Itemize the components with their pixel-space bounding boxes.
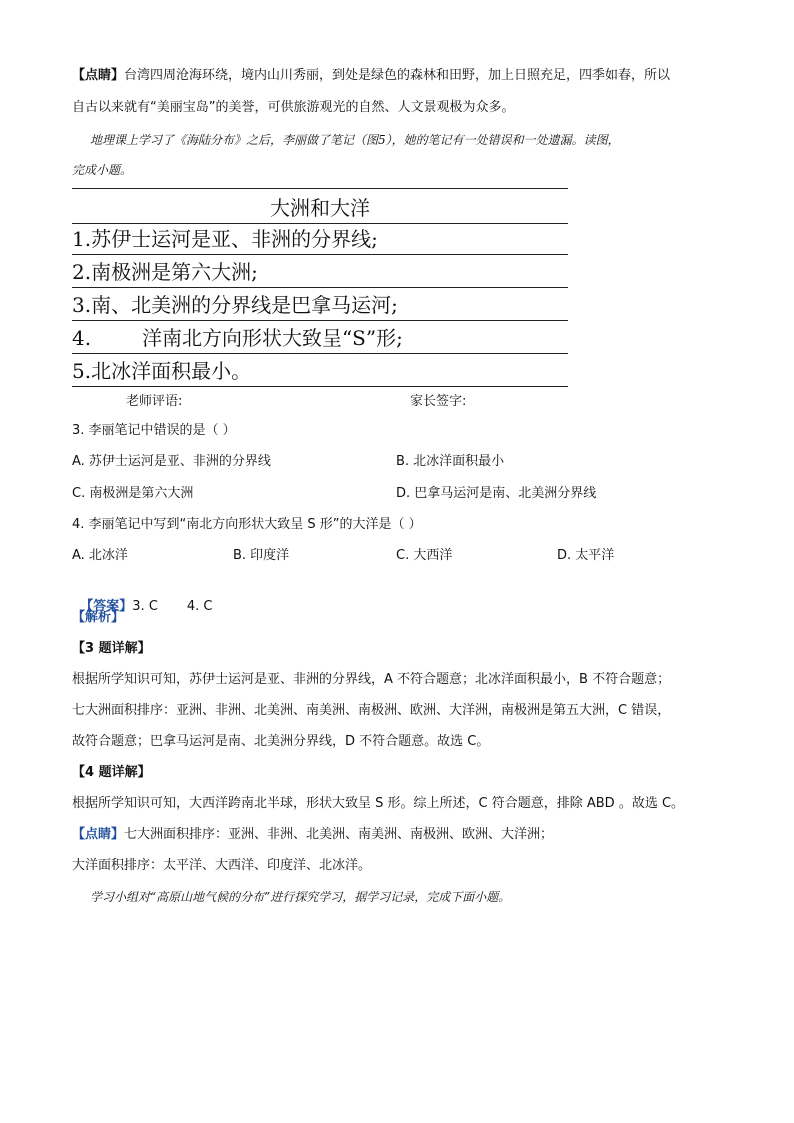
q3-stem: 3. 李丽笔记中错误的是（ ）: [72, 423, 236, 438]
answer-label: 【答案】: [80, 599, 133, 614]
note-line-1: 1.苏伊士运河是亚、非洲的分界线;: [72, 224, 568, 255]
teacher-comment-label: 老师评语:: [126, 394, 183, 409]
detail4-label: 【4 题详解】: [72, 765, 151, 780]
q4-stem: 4. 李丽笔记中写到“南北方向形状大致呈 S 形”的大洋是（ ）: [72, 517, 422, 532]
tip-paragraph-line-1: [72, 66, 670, 86]
answer-value: 3. C 4. C: [132, 599, 213, 614]
tip2-label: 【点睛】: [72, 827, 125, 842]
note-top-rule: [72, 188, 568, 189]
tip-label: 【点睛】: [72, 68, 125, 83]
tip-paragraph-line-2: 自古以来就有“美丽宝岛”的美誉，可供旅游观光的自然、人文景观极为众多。: [72, 100, 515, 115]
q3-option-b: B. 北冰洋面积最小: [396, 454, 505, 469]
parent-sign-label: 家长签字:: [410, 394, 467, 409]
q3-option-c: C. 南极洲是第六大洲: [72, 486, 194, 501]
q3-option-d: D. 巴拿马运河是南、北美洲分界线: [396, 486, 597, 501]
tip2-text-1: 七大洲面积排序：亚洲、非洲、北美洲、南美洲、南极洲、欧洲、大洋洲；: [124, 827, 554, 842]
note-line-4: 4. 洋南北方向形状大致呈“S”形;: [72, 323, 568, 354]
tip-text-1: 台湾四周沧海环绕，境内山川秀丽，到处是绿色的森林和田野，加上日照充足，四季如春，所以: [124, 68, 671, 83]
note-title: 大洲和大洋: [72, 193, 568, 224]
note-line-3: 3.南、北美洲的分界线是巴拿马运河;: [72, 290, 568, 321]
detail3-label: 【3 题详解】: [72, 641, 151, 656]
q3-option-a: A. 苏伊士运河是亚、非洲的分界线: [72, 454, 271, 469]
detail4-line-1: 根据所学知识可知，大西洋跨南北半球，形状大致呈 S 形。综上所述，C 符合题意，排除 ABD 。故选 C。: [72, 796, 685, 811]
passage-line-2: 完成小题。: [72, 163, 133, 177]
passage-line-1: 地理课上学习了《海陆分布》之后，李丽做了笔记（图5），她的笔记有一处错误和一处遗漏。读图，: [90, 133, 620, 147]
detail3-line-2: 七大洲面积排序：亚洲、非洲、北美洲、南美洲、南极洲、欧洲、大洋洲，南极洲是第五大洲，C 错误，: [72, 703, 671, 718]
tip2-line-1: [72, 825, 553, 845]
q4-option-b: B. 印度洋: [233, 548, 290, 563]
detail3-line-1: 根据所学知识可知，苏伊士运河是亚、非洲的分界线，A 不符合题意；北冰洋面积最小，B 不符合题意；: [72, 672, 671, 687]
tip2-line-2: 大洋面积排序：太平洋、大西洋、印度洋、北冰洋。: [72, 858, 372, 873]
analysis-label: 【解析】: [72, 610, 125, 625]
detail3-line-3: 故符合题意；巴拿马运河是南、北美洲分界线，D 不符合题意。故选 C。: [72, 734, 490, 749]
q4-option-d: D. 太平洋: [557, 548, 615, 563]
note-line-5: 5.北冰洋面积最小。: [72, 356, 568, 387]
note-line-2: 2.南极洲是第六大洲;: [72, 257, 568, 288]
q4-option-c: C. 大西洋: [396, 548, 453, 563]
q4-option-a: A. 北冰洋: [72, 548, 128, 563]
next-passage: 学习小组对“高原山地气候的分布”进行探究学习，据学习记录，完成下面小题。: [90, 890, 511, 904]
